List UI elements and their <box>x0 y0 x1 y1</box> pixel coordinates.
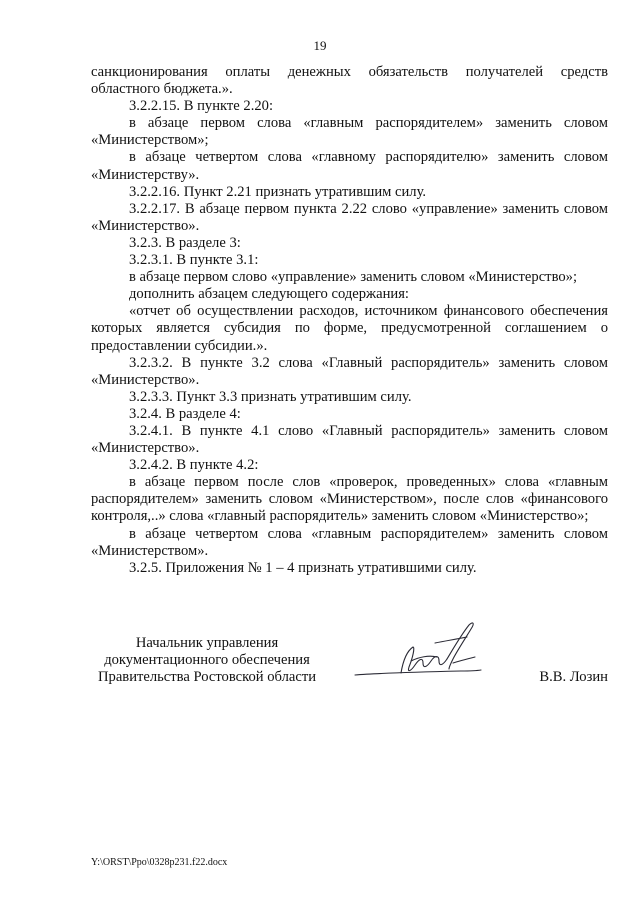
paragraph: 3.2.3. В разделе 3: <box>129 234 241 251</box>
paragraph: 3.2.5. Приложения № 1 – 4 признать утратившими силу. <box>129 559 477 576</box>
paragraph: в абзаце первом после слов «проверок, проведенных» слова «главным распорядителем» заменить словом «Министерством», после слов «финансового контроля,..» слова «главный распорядитель» заменить словом «Министерство»; <box>91 474 608 525</box>
paragraph: 3.2.2.16. Пункт 2.21 признать утратившим силу. <box>129 183 427 200</box>
paragraph: 3.2.3.1. В пункте 3.1: <box>129 252 259 269</box>
signature-block <box>91 635 608 725</box>
signatory-title <box>91 635 323 687</box>
handwritten-signature <box>349 617 489 707</box>
paragraph: 3.2.3.2. В пункте 3.2 слова «Главный распорядитель» заменить словом «Министерство». <box>91 354 608 388</box>
paragraph: в абзаце первом слова «главным распорядителем» заменить словом «Министерством»; <box>91 115 608 149</box>
paragraph: 3.2.2.15. В пункте 2.20: <box>129 98 274 115</box>
signatory-title-line: Начальник управления <box>135 635 279 651</box>
page-number: 19 <box>313 38 327 53</box>
file-path-footer: Y:\ORST\Ppo\0328p231.f22.docx <box>91 857 228 868</box>
paragraph: в абзаце первом слово «управление» заменить словом «Министерство»; <box>129 269 578 286</box>
paragraph: «отчет об осуществлении расходов, источником финансового обеспечения которых является субсидия по форме, предусмотренной соглашением о предоставлении субсидии.». <box>91 303 608 354</box>
signatory-title-line: Правительства Ростовской области <box>97 669 317 686</box>
paragraph: дополнить абзацем следующего содержания: <box>129 286 409 303</box>
document-body <box>91 64 608 577</box>
paragraph: санкционирования оплаты денежных обязательств получателей средств областного бюджета.». <box>91 64 608 98</box>
signatory-title-line: документационного обеспечения <box>104 652 310 669</box>
paragraph: 3.2.3.3. Пункт 3.3 признать утратившим силу. <box>129 388 412 405</box>
signatory-name: В.В. Лозин <box>539 669 608 685</box>
paragraph: 3.2.2.17. В абзаце первом пункта 2.22 слово «управление» заменить словом «Министерство». <box>91 200 608 234</box>
paragraph: 3.2.4.1. В пункте 4.1 слово «Главный распорядитель» заменить словом «Министерство». <box>91 422 608 457</box>
paragraph: 3.2.4. В разделе 4: <box>129 405 241 422</box>
paragraph: 3.2.4.2. В пункте 4.2: <box>129 457 259 474</box>
paragraph: в абзаце четвертом слова «главному распорядителю» заменить словом «Министерству». <box>91 149 608 183</box>
paragraph: в абзаце четвертом слова «главным распорядителем» заменить словом «Министерством». <box>91 525 608 559</box>
